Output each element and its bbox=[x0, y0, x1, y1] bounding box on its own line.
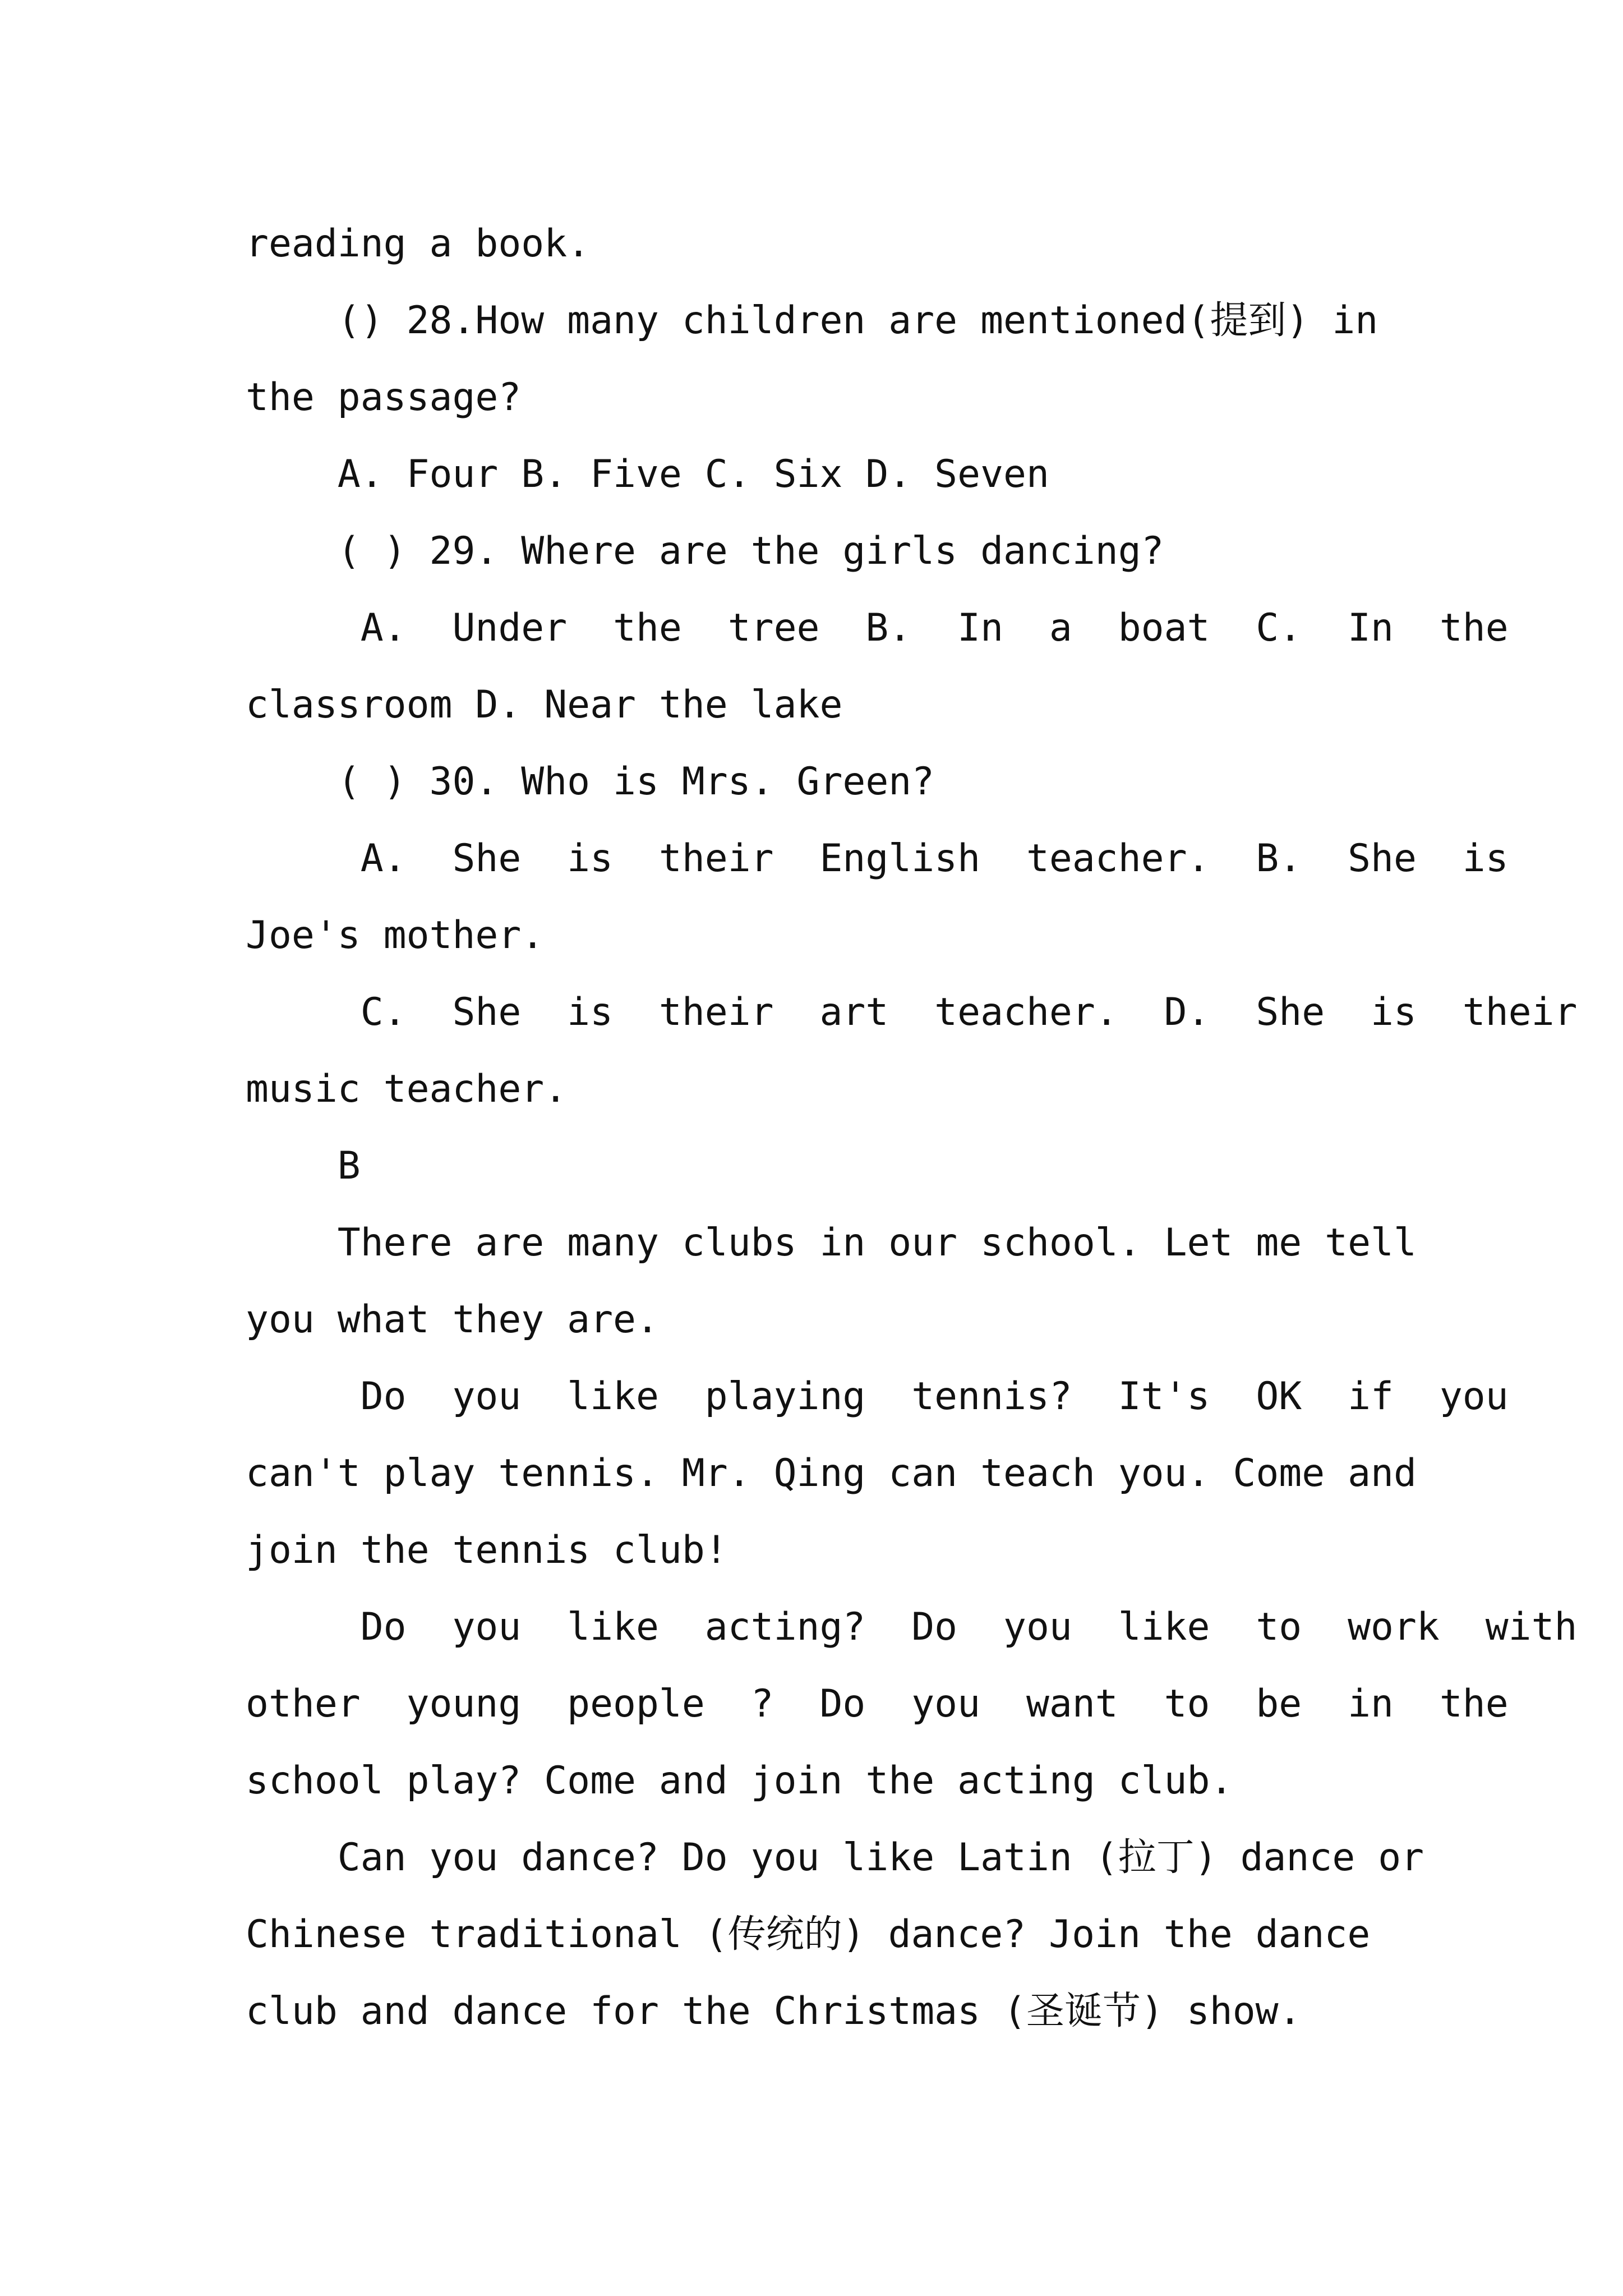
text-line-18: join the tennis club! bbox=[246, 1528, 728, 1572]
text-line-4: A. Four B. Five C. Six D. Seven bbox=[246, 452, 1049, 496]
text-line-9: A. She is their English teacher. B. She is bbox=[246, 836, 1509, 881]
text-line-3: the passage? bbox=[246, 375, 522, 420]
text-line-10: Joe's mother. bbox=[246, 913, 545, 958]
section-label-b: B bbox=[246, 1144, 361, 1188]
text-line-24: club and dance for the Christmas (圣诞节) show. bbox=[246, 1989, 1302, 2033]
text-line-17: can't play tennis. Mr. Qing can teach you. Come and bbox=[246, 1451, 1417, 1496]
text-line-5: ( ) 29. Where are the girls dancing? bbox=[246, 529, 1164, 573]
text-line-23: Chinese traditional (传统的) dance? Join the dance bbox=[246, 1912, 1371, 1957]
text-line-16: Do you like playing tennis? It's OK if you bbox=[246, 1374, 1509, 1419]
text-line-21: school play? Come and join the acting club. bbox=[246, 1759, 1233, 1803]
text-line-12: music teacher. bbox=[246, 1067, 568, 1111]
text-line-14: There are many clubs in our school. Let me tell bbox=[246, 1221, 1417, 1265]
text-line-11: C. She is their art teacher. D. She is their bbox=[246, 990, 1578, 1034]
text-line-19: Do you like acting? Do you like to work with bbox=[246, 1605, 1578, 1649]
text-line-20: other young people ? Do you want to be in the bbox=[246, 1682, 1509, 1726]
text-line-15: you what they are. bbox=[246, 1297, 659, 1342]
text-line-1: reading a book. bbox=[246, 222, 591, 266]
text-line-7: classroom D. Near the lake bbox=[246, 683, 843, 727]
text-line-6: A. Under the tree B. In a boat C. In the bbox=[246, 606, 1509, 650]
text-line-22: Can you dance? Do you like Latin (拉丁) dance or bbox=[246, 1835, 1424, 1880]
text-line-2: () 28.How many children are mentioned(提到) in bbox=[246, 298, 1378, 343]
text-line-8: ( ) 30. Who is Mrs. Green? bbox=[246, 760, 935, 804]
